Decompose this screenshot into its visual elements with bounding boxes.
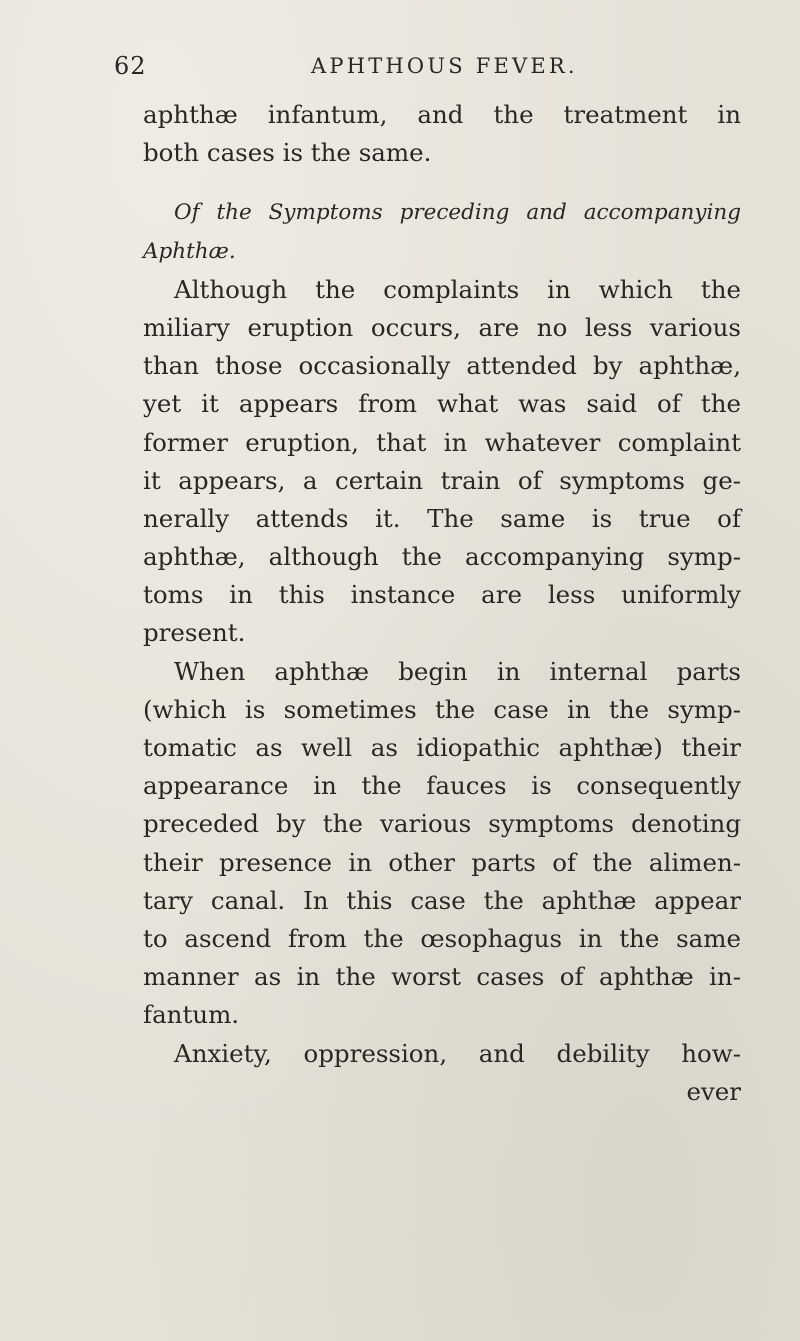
text-line: aphthæ, although the accompanying symp- — [143, 542, 741, 572]
text-line: When aphthæ begin in internal parts — [174, 656, 741, 686]
section-gap — [143, 172, 741, 194]
text-line: manner as in the worst cases of aphthæ in- — [143, 962, 741, 992]
text-line: fantum. — [143, 1000, 240, 1030]
text-line: yet it appears from what was said of the — [143, 389, 741, 419]
text-line: it appears, a certain train of symptoms ge- — [143, 465, 741, 495]
text-line: to ascend from the œsophagus in the same — [143, 923, 741, 953]
text-line: appearance in the fauces is consequently — [143, 771, 741, 801]
text-line: miliary eruption occurs, are no less various — [143, 312, 741, 342]
text-line: Although the complaints in which the — [174, 274, 741, 304]
text-line: present. — [143, 618, 246, 648]
body-text — [143, 96, 741, 1111]
text-line: tomatic as well as idiopathic aphthæ) their — [143, 733, 741, 762]
running-title: APHTHOUS FEVER. — [311, 54, 578, 78]
running-head — [114, 52, 754, 88]
text-line: nerally attends it. The same is true of — [143, 503, 741, 533]
text-line: (which is sometimes the case in the symp- — [143, 694, 741, 724]
text-line: aphthæ infantum, and the treatment in — [143, 100, 741, 129]
text-line: former eruption, that in whatever complaint — [143, 427, 741, 457]
text-line: Anxiety, oppression, and debility how- — [174, 1038, 741, 1068]
section-heading: Of the Symptoms preceding and accompanying — [174, 200, 741, 226]
catchword: ever — [686, 1076, 741, 1106]
text-line: preceded by the various symptoms denoting — [143, 809, 741, 839]
text-line: tary canal. In this case the aphthæ appear — [143, 885, 741, 915]
text-line: their presence in other parts of the alimen- — [143, 847, 741, 877]
text-line: than those occasionally attended by aphthæ, — [143, 351, 741, 381]
section-heading: Aphthæ. — [143, 238, 236, 264]
page-number: 62 — [114, 52, 147, 80]
text-line: toms in this instance are less uniformly — [143, 580, 741, 610]
text-line: both cases is the same. — [143, 138, 432, 168]
